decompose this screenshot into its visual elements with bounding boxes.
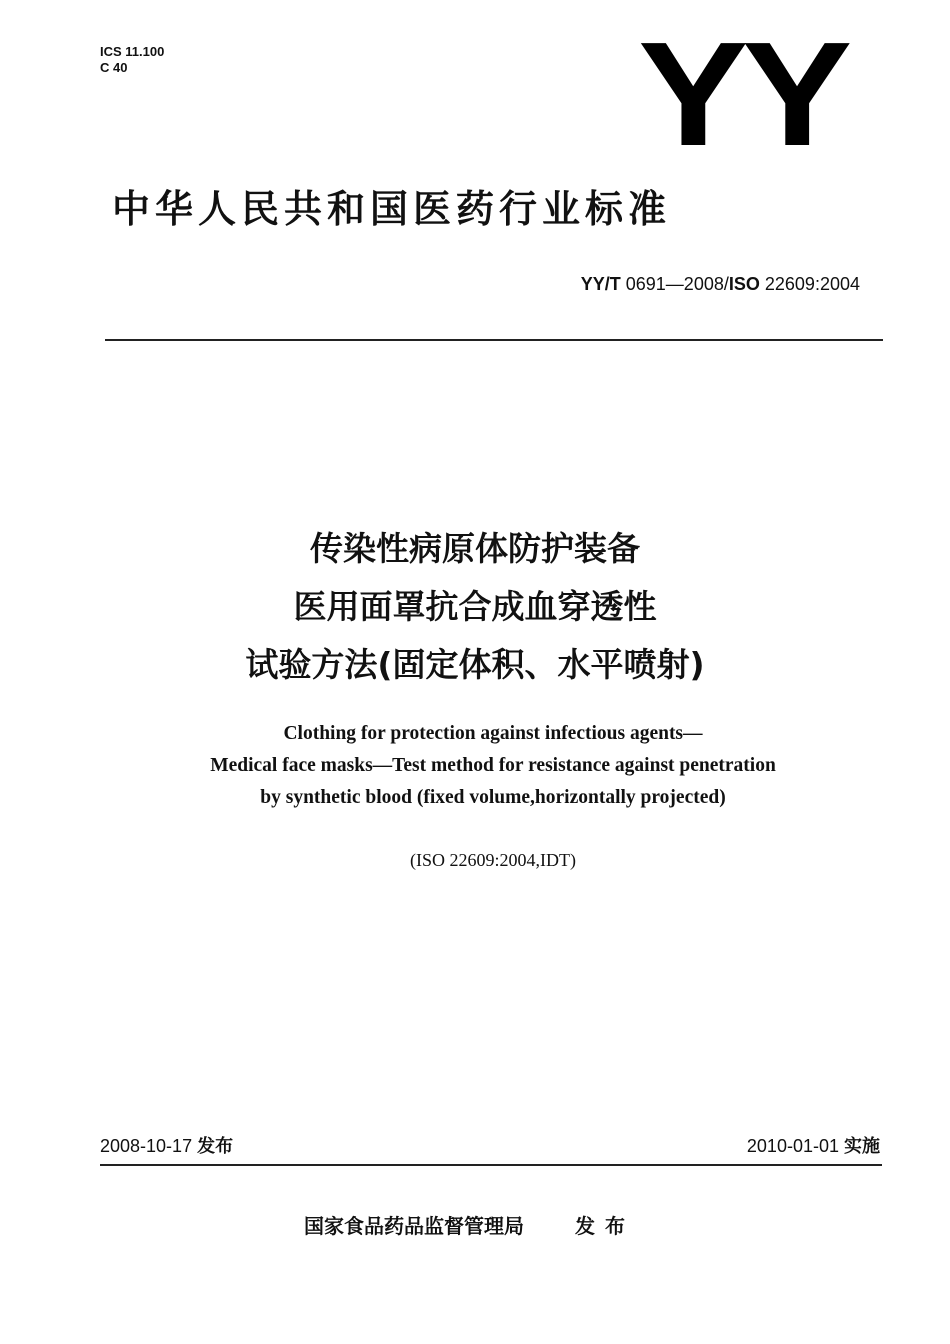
document-title-en <box>0 718 950 814</box>
standard-number-main: 0691—2008/ <box>625 274 729 294</box>
title-en-line: Clothing for protection against infectious agents— <box>283 723 703 744</box>
title-cn-line: 传染性病原体防护装备 <box>310 529 640 568</box>
issue-date <box>100 1132 233 1161</box>
title-cn-line: 医用面罩抗合成血穿透性 <box>293 587 657 626</box>
title-en-line: Medical face masks—Test method for resistance against penetration <box>210 755 776 776</box>
issuing-authority <box>304 1210 635 1242</box>
implementation-date <box>747 1132 880 1161</box>
standard-number <box>581 270 860 298</box>
standard-number-iso: 22609:2004 <box>764 274 860 294</box>
implementation-date-value: 2010-01-01 <box>746 1136 839 1156</box>
implementation-date-label: 实施 <box>844 1136 880 1157</box>
yy-logo: YY <box>638 12 846 177</box>
issuer-action: 发布 <box>574 1214 635 1238</box>
document-title-cn <box>0 520 950 694</box>
ccs-code: C 40 <box>100 60 128 75</box>
title-en-line: by synthetic blood (fixed volume,horizontally projected) <box>260 787 726 808</box>
issue-date-value: 2008-10-17 <box>100 1136 193 1156</box>
iso-equivalence: (ISO 22609:2004,IDT) <box>410 850 576 870</box>
footer-divider <box>100 1164 882 1166</box>
issue-date-label: 发布 <box>197 1136 234 1157</box>
header-divider <box>105 339 883 341</box>
title-cn-line: 试验方法(固定体积、水平喷射) <box>245 645 705 684</box>
standard-category-title: 中华人民共和国医药行业标准 <box>112 187 672 231</box>
ics-code: ICS 11.100 <box>100 44 165 59</box>
standard-number-prefix: YY/T <box>580 274 621 294</box>
standard-number-iso-prefix: ISO <box>728 274 760 294</box>
classification-codes <box>100 44 164 76</box>
issuer-name: 国家食品药品监督管理局 <box>304 1214 524 1238</box>
